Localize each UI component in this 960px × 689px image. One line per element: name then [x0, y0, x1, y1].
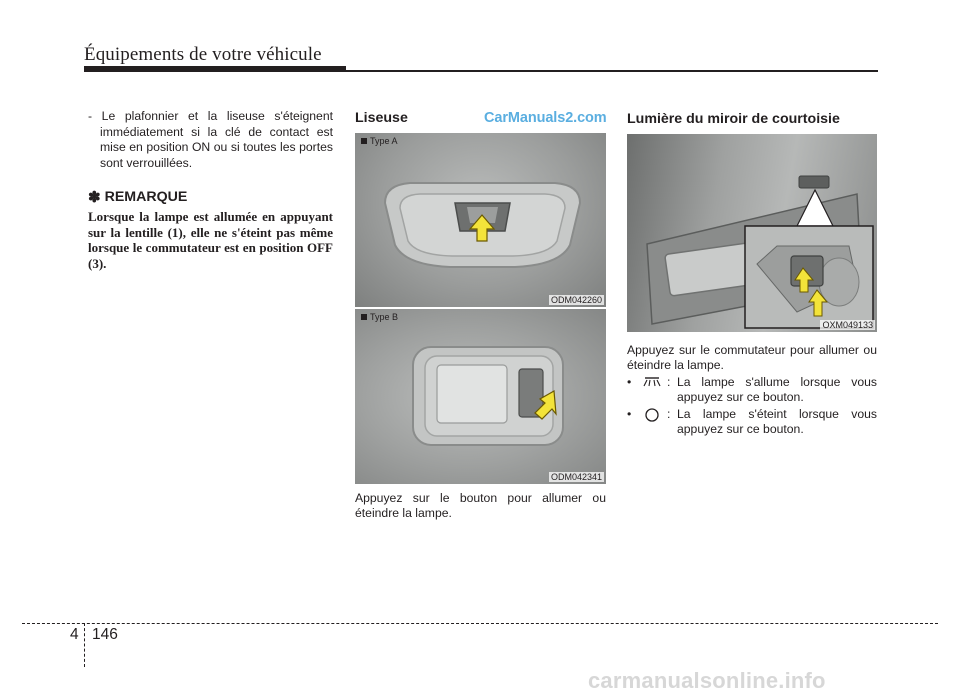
square-bullet-icon — [361, 314, 367, 320]
type-a-label — [361, 136, 398, 146]
type-a-text: Type A — [370, 136, 398, 146]
reading-lamp-illustration-a — [355, 133, 606, 307]
photo-a-code: ODM042260 — [550, 295, 602, 305]
reading-lamp-illustration-b — [355, 309, 606, 484]
legend-lamp-on — [627, 375, 877, 405]
reading-lamp-photo-type-a — [355, 133, 606, 307]
lamp-on-glyph — [643, 376, 661, 388]
legend-text: La lampe s'éteint lorsque vous appuyez sur ce bouton. — [677, 407, 877, 437]
mirror-photo-code: OXM049133 — [822, 320, 873, 330]
mirror-caption: Appuyez sur le commutateur pour allumer ou éteindre la lampe. — [627, 343, 877, 373]
vanity-mirror-photo — [627, 134, 877, 332]
vanity-mirror-illustration — [627, 134, 877, 332]
type-b-label — [361, 312, 398, 322]
mirror-light-heading: Lumière du miroir de courtoisie — [627, 111, 840, 127]
footer-vertical-rule — [84, 623, 85, 667]
lamp-off-glyph — [644, 408, 660, 422]
liseuse-caption: Appuyez sur le bouton pour allumer ou éteindre la lampe. — [355, 491, 606, 521]
legend-bullet: • — [627, 407, 632, 421]
bullet-note: - Le plafonnier et la liseuse s'éteignent immédiatement si la clé de contact est mise en position ON ou si toutes les portes sont verrouillées. — [88, 109, 333, 170]
type-b-text: Type B — [370, 312, 399, 322]
legend-text: La lampe s'allume lorsque vous appuyez sur ce bouton. — [677, 375, 877, 405]
remark-body: Lorsque la lampe est allumée en appuyant sur la lentille (1), elle ne s'éteint pas même lorsque le commutateur est en position OFF (3). — [88, 209, 333, 271]
header-rule — [84, 70, 878, 72]
reading-lamp-photo-type-b — [355, 309, 606, 484]
remark-heading-label: REMARQUE — [104, 189, 188, 205]
legend-colon: : — [667, 407, 671, 421]
page-title: Équipements de votre véhicule — [84, 44, 322, 65]
legend-colon: : — [667, 375, 671, 389]
footer-dashed-rule — [22, 623, 938, 624]
carmanuals-watermark: CarManuals2.com — [484, 110, 607, 126]
remark-heading — [88, 188, 187, 206]
site-watermark: carmanualsonline.info — [588, 668, 826, 689]
legend-bullet: • — [627, 375, 632, 389]
page-number: 146 — [92, 626, 118, 643]
remark-star-icon: ✽ — [88, 189, 101, 206]
photo-b-code: ODM042341 — [550, 472, 602, 482]
square-bullet-icon — [361, 138, 367, 144]
chapter-number: 4 — [70, 626, 79, 643]
liseuse-heading: Liseuse — [355, 110, 408, 126]
legend-lamp-off — [627, 407, 877, 437]
lamp-off-icon — [637, 407, 667, 437]
lamp-on-icon — [637, 375, 667, 405]
